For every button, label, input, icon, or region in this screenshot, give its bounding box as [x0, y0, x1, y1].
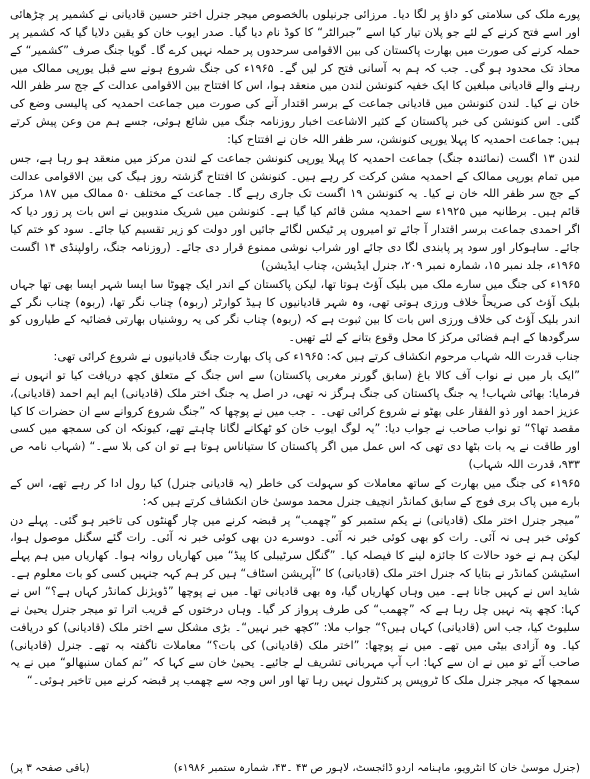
page-footer: [10, 759, 580, 777]
paragraph-musa-intro: ۱۹۶۵ء کی جنگ میں بھارت کے ساتھ معاملات کو سہولت کی خاطر (یہ قادیانی جنرل) کیا رول ادا کر رہے تھے، اس کے بارے میں پاک بری فوج کے سابق کمانڈر انچیف جنرل محمد موسیٰ خان انکشاف کرتے ہیں کہ:: [10, 476, 580, 508]
continued-note: (باقی صفحہ ۳ پر): [10, 762, 90, 774]
source-citation: (جنرل موسیٰ خان کا انٹرویو، ماہنامہ اردو ڈائجسٹ، لاہور ص ۴۳ ۔۴۳، شمارہ ستمبر ۱۹۸۶ء): [173, 762, 580, 774]
paragraph-musa-quote: ”میجر جنرل اختر ملک (قادیانی) نے یکم ستمبر کو ”چھمب“ پر قبضہ کرنے میں چار گھنٹوں کی تاخیر ہو گئی۔ پہلے دن کوئی خبر ہی نہ آئی۔ رات کو بھی کوئی خبر نہ آئی۔ دوسرے دن بھی کوئی خبر نہ آئی۔ رات گئے سگنل موصول ہوا، لیکن ہم نے خود حالات کا جائزہ لینے کا فیصلہ کیا۔ ”گنگل سرٹیبلی کا پیڈ“ میں کھاریاں روانہ ہوا۔ کھاریاں میں ہم پہلے اسٹیشن کمانڈر نے بتایا کہ جنرل اختر ملک (قادیانی) کا ”آپریشن اسٹاف“ ہیں کر ہم کہہ جنہیں کسی کو بات معلوم ہے۔ شاید اس نے کہیں جانا ہے۔ میں وہاں کھاریاں گیا، وہ بھی قادیانی تھا۔ میں نے پوچھا ”ڈویژنل کمانڈر کہاں ہے؟“ اس نے کہا: کچھ پتہ نہیں چل رہا ہے کہ ”چھمب“ کی طرف پرواز کر گیا۔ وہاں درختوں کے قریب اترا تو میجر جنرل یحییٰ نے سلیوٹ کیا، جب اس (قادیانی) کہاں ہیں؟“ جواب ملا: ”کچھ خبر نہیں“۔ بڑی مشکل سے اختر ملک (قادیانی) کو دریافت کیا۔ وہ آزادی بیٹی میں تھے۔ میں نے پوچھا: ”اختر ملک (قادیانی) کی بات؟“ معاملات ناگفتہ بہ تھے۔ جنرل (قادیانی) صاحب آئے تو میں نے ان سے کہا: اب آپ مہربانی تشریف لے جائیے۔ یحییٰ خان سے کہا کہ ”تم کمان سنبھالو“ میں نے یہ سمجھا کہ میجر جنرل ملک کا ٹروپس پر کنٹرول نہیں رہا تھا اور اس وجہ سے چھمب پر قبضہ کرنے میں تاخیر ہوئی۔“: [10, 513, 580, 688]
paragraph-news-report: لندن ۱۳ اگست (نمائندہ جنگ) جماعت احمدیہ کا پہلا یورپی کنونشن جماعت کے لندن مرکز میں منعقد ہو رہا ہے، جس میں تمام یورپی ممالک کے احمدیہ مشن کرکت کر رہے ہیں۔ کنونشن کا افتتاح گزشتہ روز ہیگ کی بین الاقوامی عدالت کے جج سر ظفر اللہ خان نے کیا۔ یہ کنونشن ۱۹ اگست تک جاری رہے گا۔ جماعت کے مختلف ۵۰ ممالک میں ۱۸۷ مرکز قائم ہیں۔ برطانیہ میں ۱۹۲۵ء سے احمدیہ مشن قائم کیا گیا ہے۔ کنونشن میں شریک مندوبین نے اس بات پر زور دیا کہ اگر احمدی جماعت برسر اقتدار آ جائے تو امیروں پر ٹیکس لگائے جائیں اور دولت کو زیر تقسیم کیا جائے۔ سود کو ختم کیا جائے۔ ساہوکار اور سود پر پابندی لگا دی جائے اور شراب نوشی ممنوع قرار دی جائے۔ (روزنامہ جنگ، راولپنڈی ۱۴ اگست ۱۹۶۵ء، جلد نمبر ۱۵، شمارہ نمبر ۲۰۹، جنرل ایڈیشن، چناب ایڈیشن): [10, 151, 581, 272]
paragraph-shahab-heading: جناب قدرت اللہ شہاب مرحوم انکشاف کرتے ہیں کہ: ۱۹۶۵ء کی پاک بھارت جنگ قادیانیوں نے شروع کرائی تھی:: [53, 350, 580, 364]
paragraph-blackout: ۱۹۶۵ء کی جنگ میں سارے ملک میں بلیک آؤٹ ہوتا تھا، لیکن پاکستان کے اندر ایک چھوٹا سا ایسا شہر ایسا بھی تھا جہاں بلیک آؤٹ کی صریحاً خلاف ورزی ہوتی تھی، وہ شہر قادیانیوں کا ہیڈ کوارٹر (ربوہ) چناب نگر تھا، (ربوہ) چناب نگر کے اندر بلیک آؤٹ کی خلاف ورزی اس بات کا بین ثبوت ہے کہ (ربوہ) چناب نگر کی یہ روشنیاں بھارتی فضائیہ کے طیاروں کو سرگودھا کے اہم فضائی مرکز کا محل وقوع بتانے کے لئے تھیں۔: [10, 277, 580, 345]
paragraph-shahab-quote: ”ایک بار میں نے نواب آف کالا باغ (سابق گورنر مغربی پاکستان) سے اس جنگ کے متعلق کچھ دریافت کیا تو انہوں نے فرمایا: بھائی شہاب! یہ جنگ پاکستان کی جنگ ہرگز نہ تھی، در اصل یہ جنگ اختر ملک (قادیانی) ایم ایم احمد (قادیانی)، عزیز احمد اور ذو الفقار علی بھٹو نے شروع کرائی تھی۔ ۔ جب میں نے پوچھا کہ ”جنگ شروع کروانے سے ان حضرات کا کیا مقصد تھا؟“ تو نواب صاحب نے جواب دیا: ”یہ لوگ ایوب خان کو ٹھکانے لگانا چاہتے تھے، کیونکہ ان کی سمجھ میں کسی اور طاقت نے یہ بات بٹھا دی تھی کہ اس عمل میں اگر پاکستان کا ستیاناس ہوتا ہے تو ان کی بلا سے۔“ (شہاب نامہ ص ۹۳۳، قدرت اللہ شہاب): [10, 368, 580, 472]
paragraph-intro: پورے ملک کی سلامتی کو داؤ پر لگا دیا۔ مرزائی جرنیلوں بالخصوص میجر جنرل اختر حسین قادیانی نے کشمیر پر چڑھائی اور اسے فتح کرنے کے لئے جو پلان تیار کیا اسے ”جبرالٹر“ کا کوڈ نام دیا گیا۔ صدر ایوب خان کو یقین دلایا گیا کہ کشمیر پر حملہ کرنے کی صورت میں بھارت پاکستان کی بین الاقوامی سرحدوں پر حملہ نہیں کرے گا۔ گویا جنگ صرف ”کشمیر“ کے محاذ تک محدود ہو گی۔ جب کہ ہم بہ آسانی فتح کر لیں گے۔ ۱۹۶۵ء کی جنگ شروع ہونے سے قبل یورپی ممالک میں رہنے والے قادیانی مبلغین کا ایک خفیہ کنونشن لندن میں منعقد ہوا، اس کا افتتاح بین الاقوامی عدالت کے جج سر ظفر اللہ خان نے کیا۔ لندن کنونشن میں قادیانی جماعت کے برسر اقتدار آنے کی صورت میں جماعت احمدیہ کی پالیسی وضع کی گئی۔ اس کنونشن کی خبر پاکستان کے کثیر الاشاعت اخبار روزنامہ جنگ میں شائع ہوئی، جسے ہم من وعن پیش کرتے ہیں: جماعت احمدیہ کا پہلا یورپی کنونشن، سر ظفر اللہ خان نے افتتاح کیا:: [10, 8, 581, 146]
